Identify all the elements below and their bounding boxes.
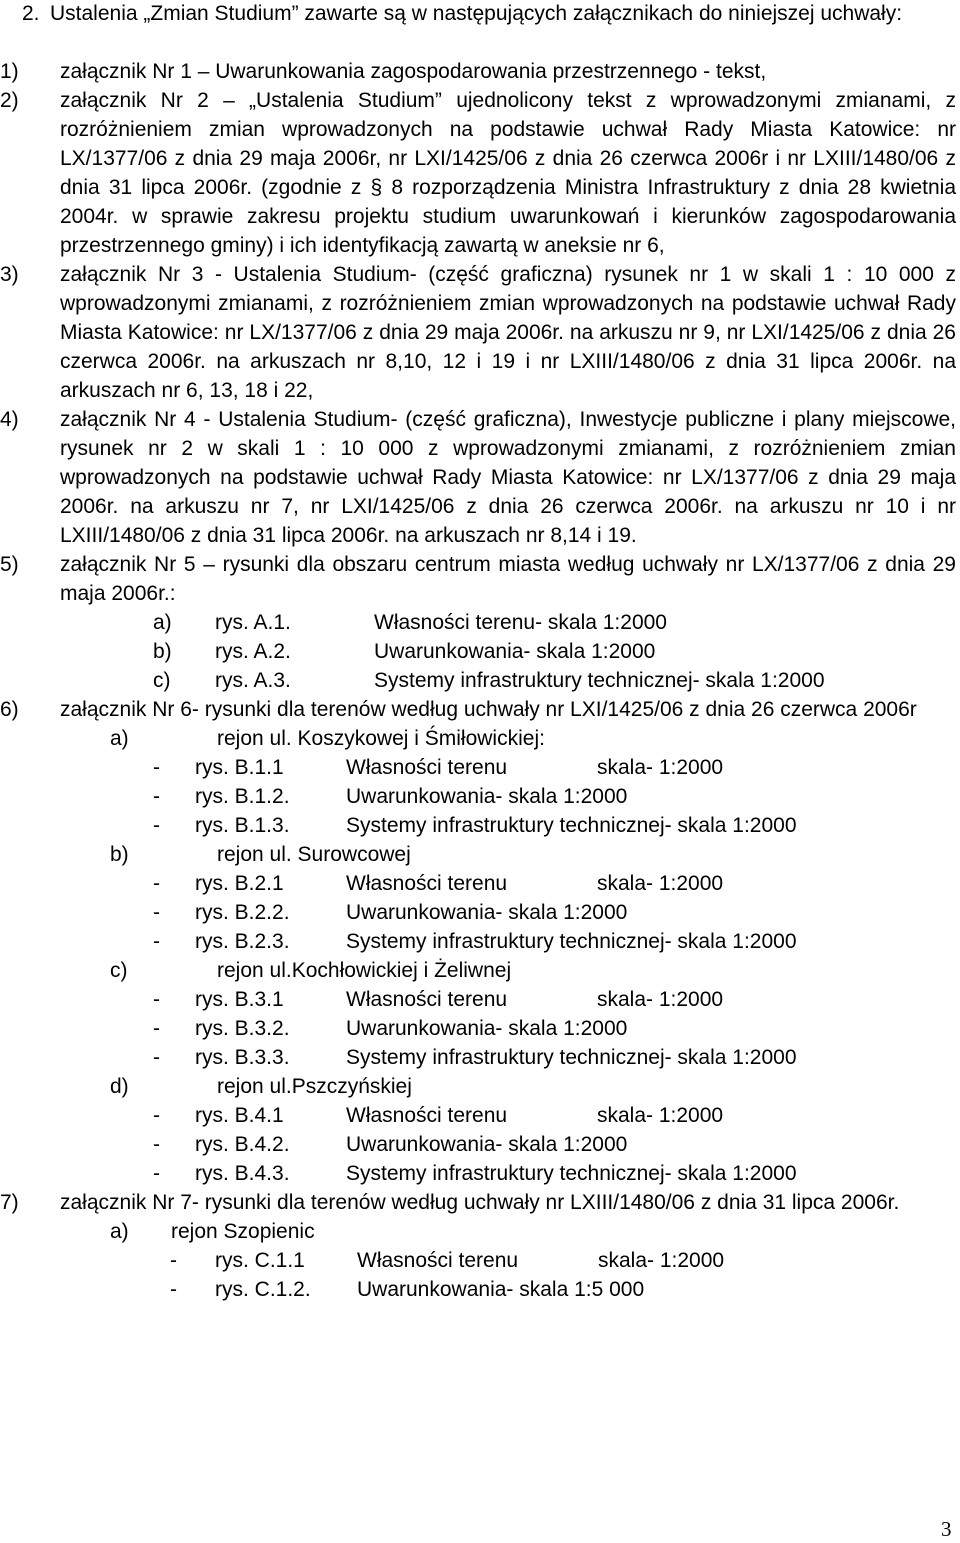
page-number: 3 [941,1517,952,1541]
dash-marker: - [153,1104,160,1127]
dash-marker: - [153,1133,160,1156]
dash-marker: - [153,756,160,779]
dash-marker: - [170,1249,177,1272]
drawing-row [60,869,956,898]
dash-marker: - [153,1046,160,1069]
drawing-ref: rys. B.2.1 [195,872,284,895]
region-name: rejon ul. Koszykowej i Śmiłowickiej: [217,727,545,750]
dash-marker: - [153,901,160,924]
drawing-title: Systemy infrastruktury technicznej- skala 1:2000 [346,1046,797,1069]
dash-marker: - [153,930,160,953]
drawing-row [60,1246,956,1275]
item-text: załącznik Nr 7- rysunki dla terenów według uchwały nr LXIII/1480/06 z dnia 31 lipca 2006r. [60,1191,900,1214]
item-number: 4) [0,408,19,431]
item-number: 1) [0,60,19,83]
drawing-title: Uwarunkowania- skala 1:2000 [346,1133,628,1156]
item-text: załącznik Nr 1 – Uwarunkowania zagospodarowania przestrzennego - tekst, [60,60,767,83]
region-row [60,956,956,985]
drawing-ref: rys. B.2.2. [195,901,290,924]
item-text: załącznik Nr 3 - Ustalenia Studium- (część graficzna) rysunek nr 1 w skali 1 : 10 000 z wprowadzonymi zmianami, z rozróżnieniem zmian wprowadzonych na podstawie uchwał Rady Miasta Katowice: nr LX/1377/06 z dnia 29 maja 2006r. na arkuszu nr 9, nr LXI/1425/06 z dnia 26 czerwca 2006r. na arkuszach nr 8,10, 12 i 19 i nr LXIII/1480/06 z dnia 31 lipca 2006r. na arkuszach nr 6, 13, 18 i 22, [60,263,956,402]
drawing-row [60,753,956,782]
drawing-title: Własności terenu [346,1104,508,1127]
list-item [0,695,956,1188]
intro-number: 2. [22,2,40,25]
region-row [60,724,956,753]
drawing-desc: Własności terenu- skala 1:2000 [374,611,667,634]
drawing-row [60,1043,956,1072]
drawing-scale: skala- 1:2000 [597,756,724,779]
drawing-row [60,1159,956,1188]
region-row [60,840,956,869]
drawing-ref: rys. B.4.3. [195,1162,290,1185]
item-number: 6) [0,698,19,721]
dash-marker: - [153,814,160,837]
region-letter: d) [110,1075,129,1098]
drawing-ref: rys. B.4.2. [195,1133,290,1156]
drawing-row [60,898,956,927]
drawing-title: Systemy infrastruktury technicznej- skala 1:2000 [346,1162,797,1185]
drawing-title: Uwarunkowania- skala 1:5 000 [357,1278,645,1301]
drawing-row [60,608,956,637]
subitem-letter: c) [153,669,171,692]
drawing-ref: rys. A.2. [215,640,291,663]
drawing-ref: rys. B.3.1 [195,988,284,1011]
drawing-row [60,1014,956,1043]
drawing-row [60,1275,956,1304]
region-name: rejon Szopienic [171,1220,315,1243]
dash-marker: - [153,785,160,808]
region-letter: c) [110,959,128,982]
drawing-title: Uwarunkowania- skala 1:2000 [346,785,628,808]
region-name: rejon ul. Surowcowej [217,843,411,866]
drawing-row [60,927,956,956]
item-text: załącznik Nr 6- rysunki dla terenów według uchwały nr LXI/1425/06 z dnia 26 czerwca 2006r [60,698,917,721]
drawing-ref: rys. B.1.3. [195,814,290,837]
region-letter: a) [110,1220,129,1243]
subitem-letter: a) [153,611,172,634]
item-number: 3) [0,263,19,286]
drawing-scale: skala- 1:2000 [597,872,724,895]
drawing-desc: Systemy infrastruktury technicznej- skala 1:2000 [374,669,825,692]
list-item [0,1188,956,1304]
dash-marker: - [153,872,160,895]
drawing-ref: rys. B.1.2. [195,785,290,808]
drawing-title: Własności terenu [357,1249,519,1272]
region-name: rejon ul.Pszczyńskiej [217,1075,412,1098]
drawing-ref: rys. B.1.1 [195,756,284,779]
drawing-title: Systemy infrastruktury technicznej- skala 1:2000 [346,814,797,837]
region-letter: b) [110,843,129,866]
drawing-row [60,811,956,840]
list-item [0,57,956,86]
drawing-title: Własności terenu [346,756,508,779]
item-text: załącznik Nr 4 - Ustalenia Studium- (część graficzna), Inwestycje publiczne i plany miejscowe, rysunek nr 2 w skali 1 : 10 000 z wprowadzonymi zmianami, z rozróżnieniem zmian wprowadzonych na podstawie uchwał Rady Miasta Katowice: nr LX/1377/06 z dnia 29 maja 2006r. na arkuszu nr 7, nr LXI/1425/06 z dnia 26 czerwca 2006r. na arkuszu nr 10 i nr LXIII/1480/06 z dnia 31 lipca 2006r. na arkuszach nr 8,14 i 19. [60,408,956,547]
drawing-row [60,1101,956,1130]
item-number: 7) [0,1191,19,1214]
region-letter: a) [110,727,129,750]
region-name: rejon ul.Kochłowickiej i Żeliwnej [217,959,512,982]
dash-marker: - [153,988,160,1011]
drawing-row [60,666,956,695]
drawing-title: Uwarunkowania- skala 1:2000 [346,1017,628,1040]
list-item [0,86,956,260]
drawing-title: Uwarunkowania- skala 1:2000 [346,901,628,924]
item-text: załącznik Nr 5 – rysunki dla obszaru centrum miasta według uchwały nr LX/1377/06 z dnia 29 maja 2006r.: [60,553,956,605]
list-item [0,405,956,550]
drawing-scale: skala- 1:2000 [597,1104,724,1127]
item-number: 2) [0,89,19,112]
drawing-ref: rys. A.3. [215,669,291,692]
drawing-row [60,985,956,1014]
drawing-row [60,1130,956,1159]
drawing-ref: rys. B.3.3. [195,1046,290,1069]
attachment-list [0,57,956,1304]
list-item [0,550,956,695]
dash-marker: - [170,1278,177,1301]
item-text: załącznik Nr 2 – „Ustalenia Studium” ujednolicony tekst z wprowadzonymi zmianami, z rozróżnieniem zmian wprowadzonych na podstawie uchwał Rady Miasta Katowice: nr LX/1377/06 z dnia 29 maja 2006r, nr LXI/1425/06 z dnia 26 czerwca 2006r i nr LXIII/1480/06 z dnia 31 lipca 2006r. (zgodnie z § 8 rozporządzenia Ministra Infrastruktury z dnia 28 kwietnia 2004r. w sprawie zakresu projektu studium uwarunkowań i kierunków zagospodarowania przestrzennego gminy) i ich identyfikacją zawartą w aneksie nr 6, [60,89,956,257]
drawing-scale: skala- 1:2000 [597,988,724,1011]
dash-marker: - [153,1162,160,1185]
intro-text: Ustalenia „Zmian Studium” zawarte są w następujących załącznikach do niniejszej uchwały: [50,2,903,25]
drawing-title: Systemy infrastruktury technicznej- skala 1:2000 [346,930,797,953]
drawing-row [60,637,956,666]
list-item [0,260,956,405]
intro-paragraph [0,0,956,28]
drawing-title: Własności terenu [346,872,508,895]
drawing-ref: rys. B.4.1 [195,1104,284,1127]
dash-marker: - [153,1017,160,1040]
drawing-ref: rys. B.3.2. [195,1017,290,1040]
region-row [60,1217,956,1246]
drawing-scale: skala- 1:2000 [598,1249,725,1272]
drawing-ref: rys. C.1.2. [215,1278,311,1301]
drawing-ref: rys. A.1. [215,611,291,634]
drawing-ref: rys. B.2.3. [195,930,290,953]
subitem-letter: b) [153,640,172,663]
region-row [60,1072,956,1101]
drawing-title: Własności terenu [346,988,508,1011]
drawing-row [60,782,956,811]
drawing-desc: Uwarunkowania- skala 1:2000 [374,640,656,663]
item-number: 5) [0,553,19,576]
drawing-ref: rys. C.1.1 [215,1249,305,1272]
